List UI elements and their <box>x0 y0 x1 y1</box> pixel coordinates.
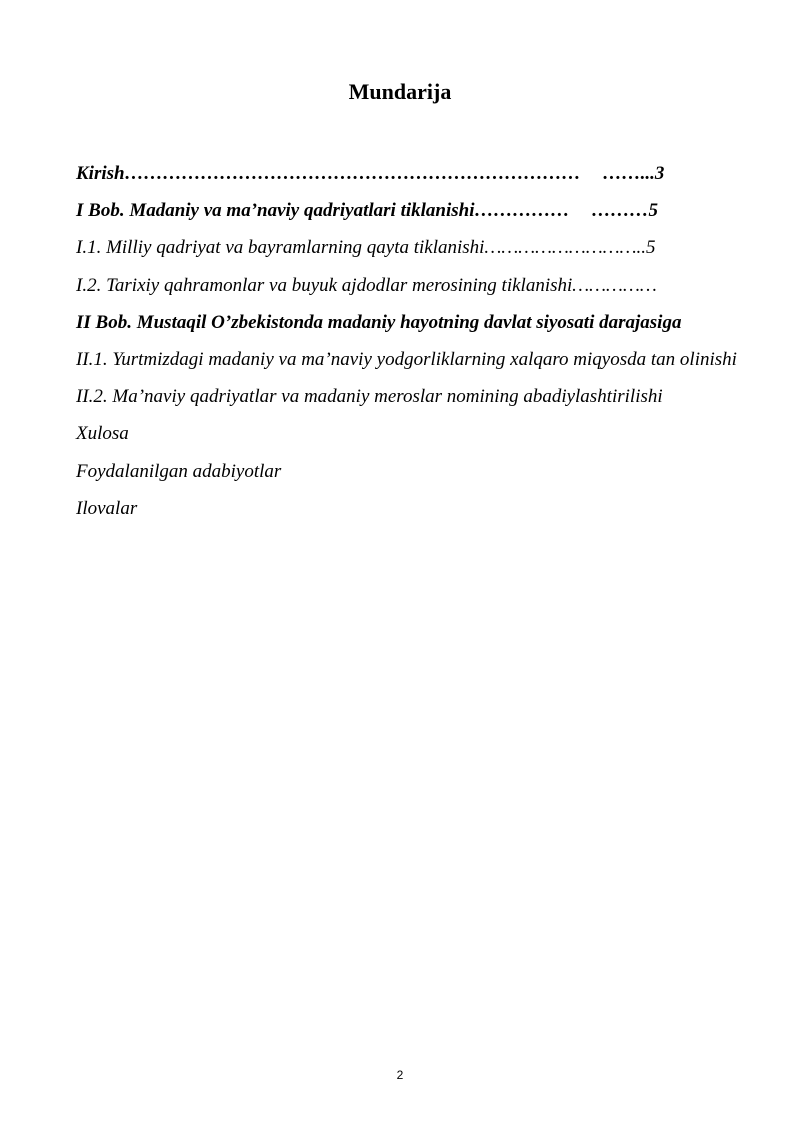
toc-entry-bob2-1: II.1. Yurtmizdagi madaniy va ma’naviy yodgorliklarning xalqaro miqyosda tan olinishi <box>76 349 737 371</box>
toc-entry-bob2: II Bob. Mustaqil O’zbekistonda madaniy hayotning davlat siyosati darajasiga <box>76 311 682 333</box>
toc-entry-page: ……...3 <box>602 163 665 184</box>
toc-entry-bob2-2: II.2. Ma’naviy qadriyatlar va madaniy meroslar nomining abadiylashtirilishi <box>76 386 663 408</box>
toc-entry-page: ………5 <box>591 200 658 222</box>
table-of-contents <box>76 155 740 527</box>
toc-entry-text: Kirish……………………………………………………………… <box>76 163 581 184</box>
toc-entry-bob1 <box>76 192 740 229</box>
toc-entry-ilovalar: Ilovalar <box>76 497 138 519</box>
toc-entry-text: I Bob. Madaniy va ma’naviy qadriyatlari tiklanishi…………… <box>76 200 570 222</box>
toc-entry-kirish <box>76 155 740 192</box>
toc-entry-bob1-2: I.2. Tarixiy qahramonlar va buyuk ajdodlar merosining tiklanishi…………… <box>76 274 657 296</box>
page-number: 2 <box>396 1068 404 1082</box>
toc-entry-adabiyotlar: Foydalanilgan adabiyotlar <box>76 460 282 482</box>
page-title: Mundarija <box>348 79 452 104</box>
toc-entry-xulosa: Xulosa <box>76 423 129 445</box>
toc-entry-bob1-1: I.1. Milliy qadriyat va bayramlarning qayta tiklanishi………………………..5 <box>76 237 656 259</box>
